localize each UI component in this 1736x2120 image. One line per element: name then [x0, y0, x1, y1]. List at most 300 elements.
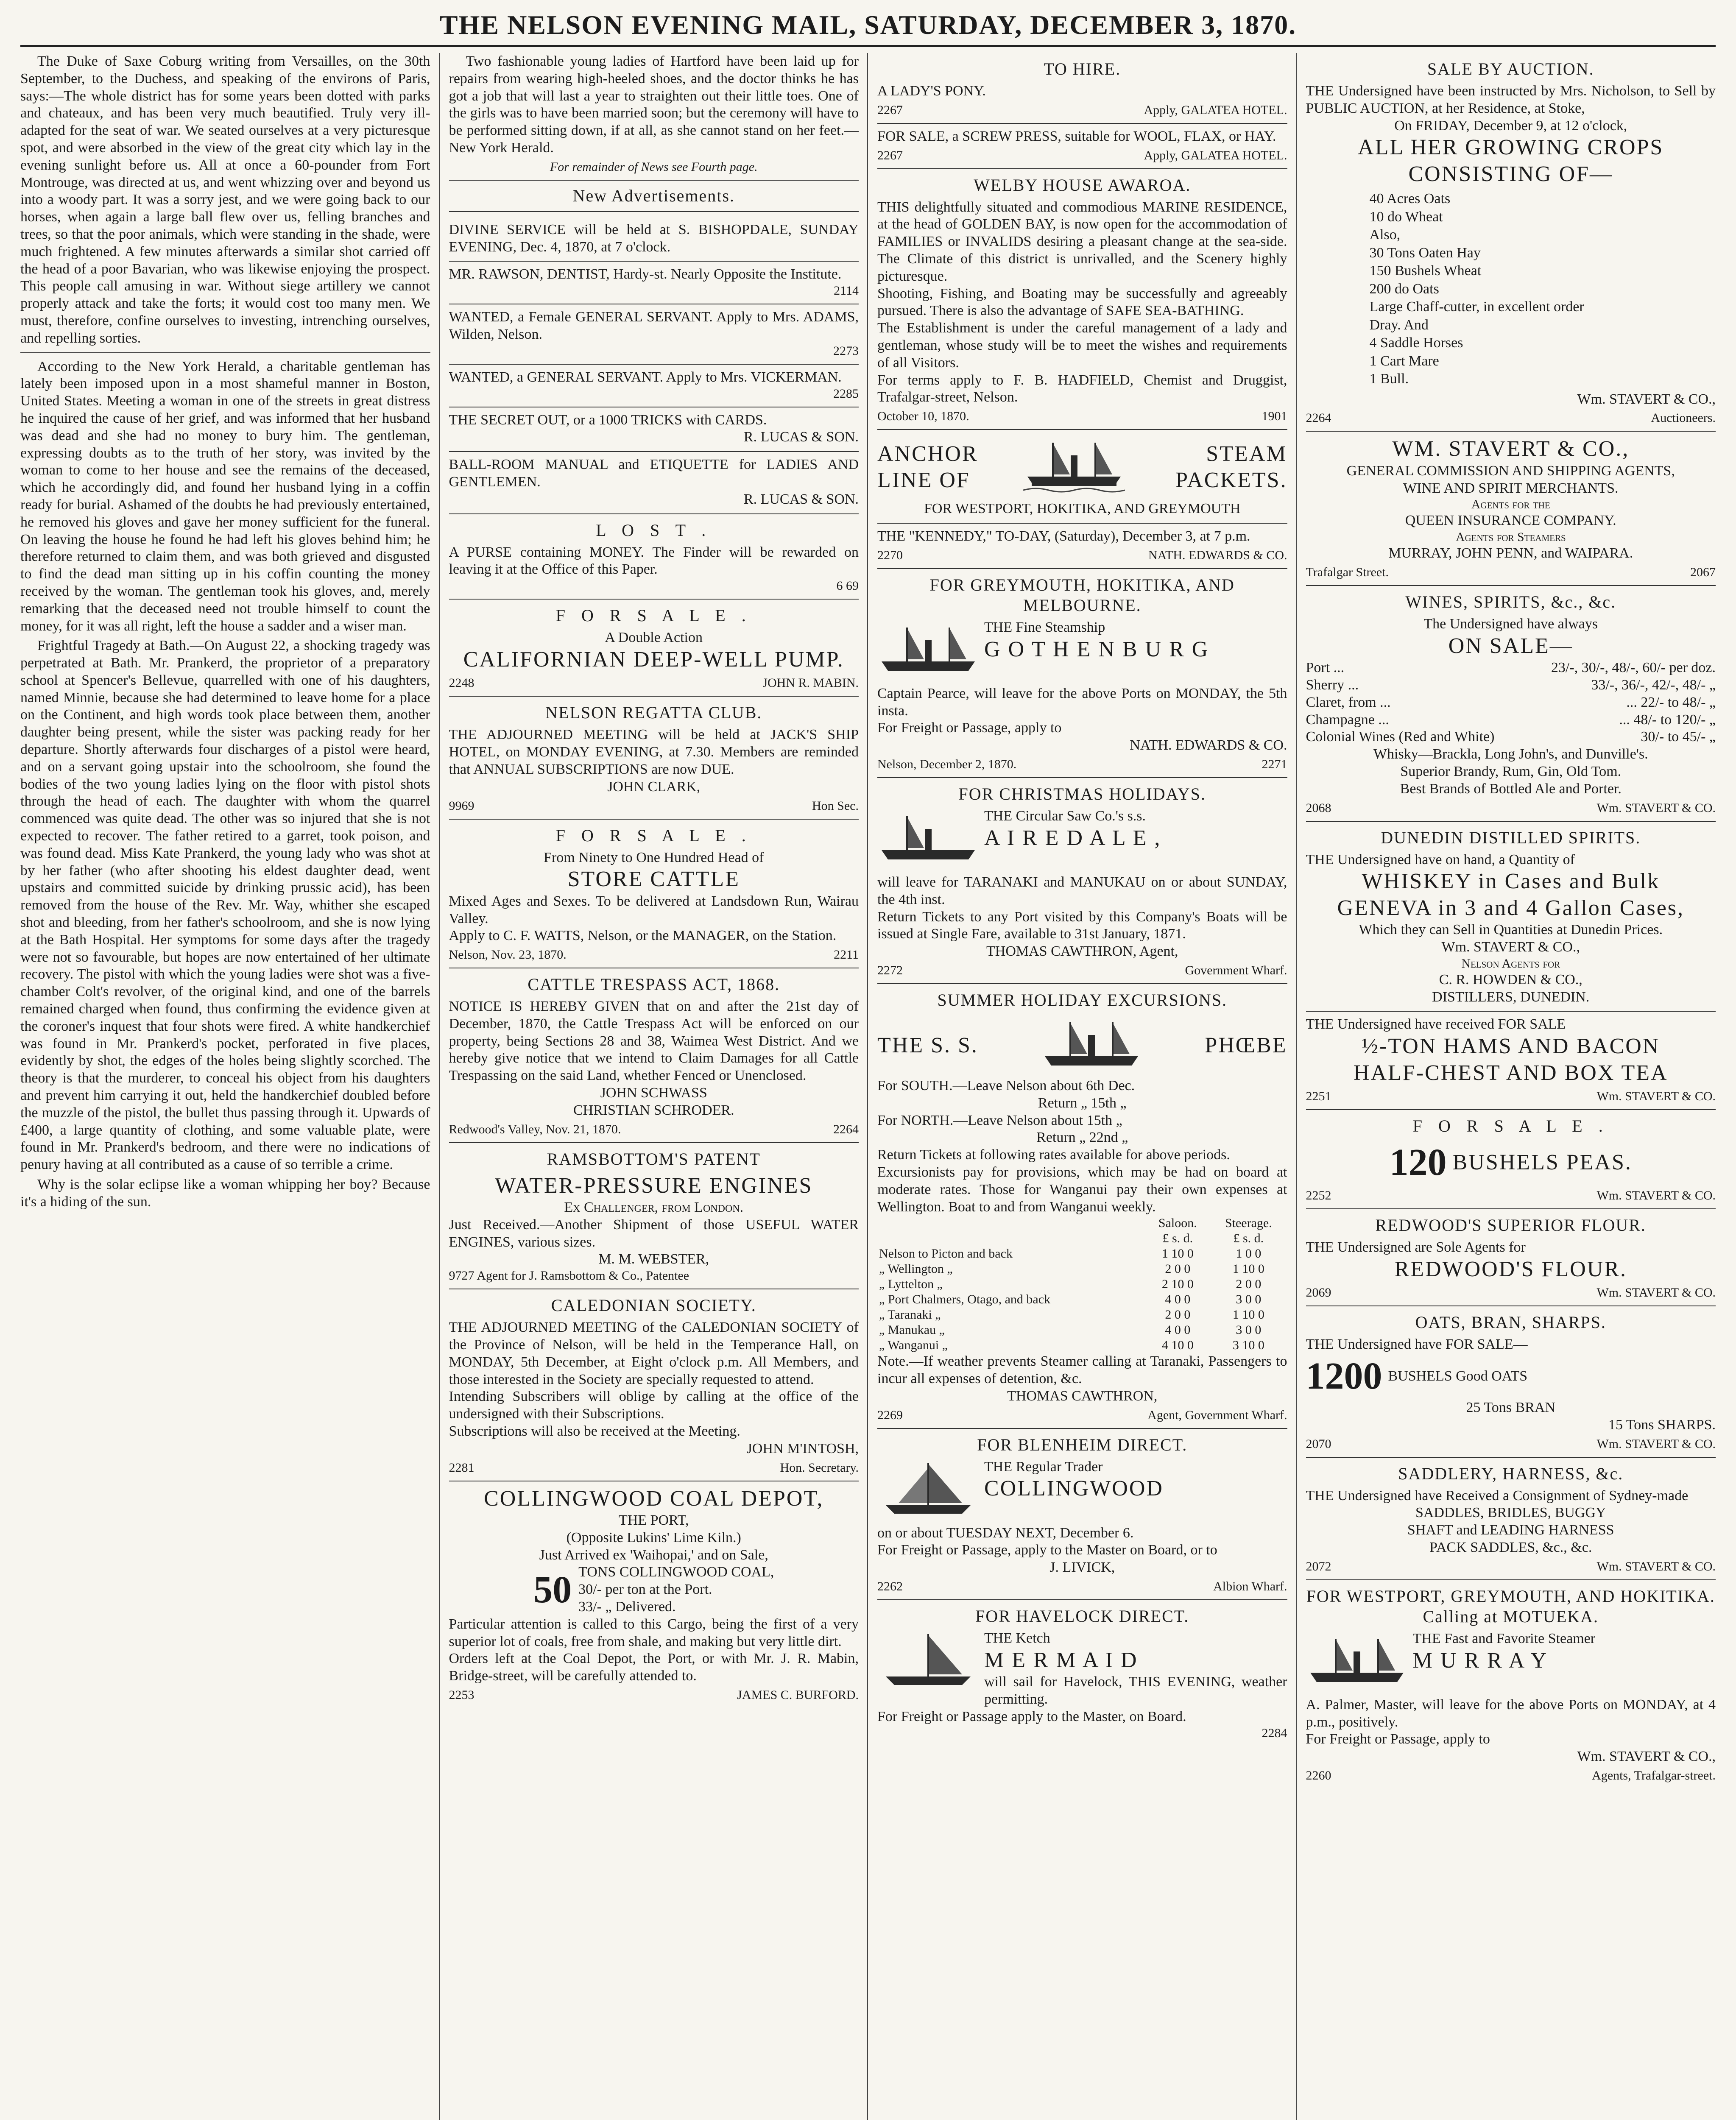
peas-offer	[1306, 1140, 1716, 1186]
ad-welby-house	[877, 169, 1287, 430]
ad-store-cattle	[449, 820, 859, 969]
ad-signature: JOHN CLARK,	[607, 778, 701, 795]
ad-signature: THOMAS CAWTHRON, Agent,	[986, 943, 1178, 960]
fares-body	[877, 1246, 1287, 1353]
column-1	[20, 53, 440, 2120]
ad-text: MURRAY, JOHN PENN, and WAIPARA.	[1388, 545, 1633, 561]
ad-wanted-servant-1	[449, 304, 859, 365]
wine-price: 33/-, 36/-, 42/-, 48/- „	[1591, 677, 1716, 693]
ad-display-line: WHISKEY in Cases and Bulk	[1362, 869, 1660, 894]
ad-text: BALL-ROOM MANUAL and ETIQUETTE for LADIES AND GENTLEMEN.	[449, 457, 859, 490]
ad-text: On FRIDAY, December 9, at 12 o'clock,	[1394, 117, 1627, 134]
ad-footer	[449, 1688, 859, 1703]
ad-for-sale-pump	[449, 600, 859, 697]
ad-number: 2267	[877, 148, 903, 162]
ad-number: 2285	[833, 386, 859, 401]
divider	[20, 352, 430, 353]
ad-heading: FOR CHRISTMAS HOLIDAYS.	[958, 784, 1206, 803]
ad-text: Mixed Ages and Sexes. To be delivered at Landsdown Run, Wairau Valley.	[449, 893, 859, 926]
fare-route: „ Taranaki „	[879, 1308, 941, 1322]
wine-price-list	[1306, 659, 1716, 746]
steamship-icon	[1306, 1630, 1408, 1694]
ad-text: Intending Subscribers will oblige by calling at the office of the undersigned with their Subscriptions.	[449, 1389, 859, 1422]
ad-footer	[877, 757, 1287, 772]
ad-anchor-line	[877, 430, 1287, 524]
auction-item: 1 Bull.	[1369, 371, 1409, 387]
ad-footer	[877, 148, 1287, 163]
ad-text: Shooting, Fishing, and Boating may be successfully and agreeably pursued. There is also the advantage of SAFE SEA-BATHING.	[877, 285, 1287, 319]
ad-signature: J. LIVICK,	[1049, 1559, 1115, 1576]
ad-text: THE Fast and Favorite Steamer	[1412, 1630, 1596, 1646]
ad-heading: SALE BY AUCTION.	[1427, 59, 1594, 78]
ad-display-line: ALL HER GROWING CROPS CONSISTING OF—	[1358, 135, 1664, 186]
ad-signature: JOHN R. MABIN.	[762, 676, 859, 690]
ad-role: Agent, Government Wharf.	[1147, 1408, 1287, 1422]
fares-header	[877, 1216, 1287, 1231]
ad-heading: TO HIRE.	[1044, 59, 1121, 78]
ad-number: 2211	[834, 948, 859, 962]
fare-steerage: 2 0 0	[1236, 1277, 1262, 1292]
fare-row	[877, 1307, 1287, 1322]
ad-text: Captain Pearce, will leave for the above Ports on MONDAY, the 5th insta.	[877, 685, 1287, 719]
ad-text: THE "KENNEDY," TO-DAY, (Saturday), December 3, at 7 p.m.	[877, 528, 1250, 544]
ad-heading: F O R S A L E .	[555, 826, 752, 845]
ad-signature: Wm. STAVERT & CO.	[1596, 1559, 1716, 1573]
ad-wanted-servant-2	[449, 365, 859, 407]
column-3	[877, 53, 1297, 2120]
fares-header-cell	[877, 1216, 1145, 1231]
ad-subheading: A Double Action	[605, 630, 703, 646]
ad-number: 2252	[1306, 1188, 1331, 1202]
sailing-ship-icon	[877, 1459, 979, 1522]
fare-saloon: 4 0 0	[1165, 1292, 1191, 1307]
fare-route: „ Port Chalmers, Otago, and back	[879, 1292, 1051, 1307]
auction-item: 4 Saddle Horses	[1369, 335, 1463, 351]
ad-text: 25 Tons BRAN	[1466, 1399, 1555, 1415]
ad-signature: JOHN M'INTOSH,	[746, 1440, 859, 1456]
fare-row	[877, 1261, 1287, 1277]
fare-steerage: 3 0 0	[1236, 1292, 1262, 1307]
ad-number: 2070	[1306, 1437, 1331, 1451]
wine-item: Sherry ...	[1306, 677, 1359, 693]
ad-number: 1901	[1262, 409, 1287, 424]
ad-address: Trafalgar Street.	[1306, 565, 1389, 580]
ad-heading: RAMSBOTTOM'S PATENT	[547, 1149, 761, 1169]
anchor-left	[877, 441, 978, 494]
ship-name: M U R R A Y	[1412, 1648, 1548, 1673]
ad-text: QUEEN INSURANCE COMPANY.	[1405, 513, 1616, 529]
ad-date: Nelson, December 2, 1870.	[877, 757, 1017, 771]
ad-signature: Wm. STAVERT & CO.	[1596, 801, 1716, 815]
ad-heading: F O R S A L E .	[555, 606, 752, 625]
ad-text: Return Tickets at following rates available for above periods.	[877, 1147, 1230, 1163]
ad-text: DIVINE SERVICE will be held at S. BISHOPDALE, SUNDAY EVENING, Dec. 4, 1870, at 7 o'clock.	[449, 221, 859, 255]
schedule-line: For SOUTH.—Leave Nelson about 6th Dec.	[877, 1077, 1135, 1093]
article-boston-imposture: According to the New York Herald, a charitable gentleman has lately been imposed upon in a most shameful manner in Boston, United States. Meeting a woman in one of the streets in great distress he inquired the cause of her grief, and was informed that her husband was dead and she had no money to bury him. The gentleman, expressing doubts as to the truth of her story, was invited by the woman to come to her house and see the remains of the deceased, which he accordingly did, and found her husband lying in a coffin ready for burial. Ashamed of the doubts he had previously entertained, he removed his gloves and gave her money sufficient for the funeral. On leaving the house he found he had left his gloves behind him; he therefore returned to claim them, and was both grieved and disgusted to find the dead man sitting up in his coffin counting the money received by the woman. The gentleman took his gloves, and, merely remarking that the deceased need not trouble himself to count the money, for it was all right, left the house a sadder and a wiser man.	[20, 358, 430, 634]
ad-footer	[877, 409, 1287, 424]
ad-text: Orders left at the Coal Depot, the Port, or with Mr. J. R. Mabin, Bridge-street, will be carefully attended to.	[449, 1651, 859, 1684]
wine-item: Port ...	[1306, 660, 1345, 676]
fare-row	[877, 1338, 1287, 1353]
fares-header	[877, 1231, 1287, 1246]
ad-subheading: THE PORT,	[619, 1512, 689, 1529]
ad-number: 2069	[1306, 1286, 1331, 1300]
fare-steerage: 1 0 0	[1236, 1247, 1262, 1261]
oats-quantity: 1200	[1306, 1355, 1382, 1397]
ad-text: Agents for the	[1471, 497, 1550, 512]
fare-row	[877, 1246, 1287, 1261]
ad-footer	[1306, 1437, 1716, 1452]
ad-text: For Freight or Passage, apply to	[877, 720, 1062, 736]
coal-line: 30/- per ton at the Port.	[578, 1582, 712, 1598]
ad-number: 2270	[877, 548, 903, 562]
fare-row	[877, 1322, 1287, 1338]
ad-signature: JOHN SCHWASS	[600, 1085, 707, 1101]
fare-saloon: 4 0 0	[1165, 1323, 1191, 1337]
schedule-line: Return „ 22nd „	[1036, 1130, 1128, 1146]
ad-footer	[877, 1579, 1287, 1594]
ad-heading: CATTLE TRESPASS ACT, 1868.	[527, 975, 780, 994]
auction-item: Dray. And	[1369, 317, 1429, 333]
article-bath-tragedy: Frightful Tragedy at Bath.—On August 22, a shocking tragedy was perpetrated at Bath. Mr. Prankerd, the proprietor of a preparatory school at Spencer's Bellevue, quarrelled with one of his daughters, named Minnie, because she had determined to leave home for a place on the Continent, and high words took place between them, another daughter being present, while the sister was packing ready for her departure. Shortly afterwards four discharges of a pistol were heard, and on a servant going upstair into the schoolroom, she found the bodies of the two young ladies lying on the floor with pistol shots through the head of each. The daughter with whom the quarrel commenced was quite dead. The other was so injured that she is not expected to recover. The father retired to a garret, took poison, and was found dead. Miss Kate Prankerd, the young lady who was shot at by her father (who after shooting his eldest daughter dead, went upstairs and committed suicide by drinking prussic acid), has been removed from the house of the Rev. Mr. Way, whither she escaped shot and bleeding, from her father's schoolroom, and she is now lying at the Bath Hospital. Her symptoms for some days after the tragedy were not so favourable, but hopes are now entertained of her ultimate recovery. The pistol with which the young ladies were shot was a five-chamber Colt's revolver, of the original kind, and one of the barrels remained charged when found, thus confirming the evidence given at the coroner's inquest that four shots were fired. A white handkerchief was found in Mr. Prankerd's pocket, perforated in five places, evidently by shot, the edges of the holes being slightly scorched. The theory is that the murderer, to conceal his object from his daughters and prevent him carrying it out, held the handkerchief doubled before the muzzle of the pistol, the bullet thus passing through it. Upwards of £400, a large quantity of clothing, and some valuable plate, were found in Mr. Prankerd's bedroom, and there were no indications of penury having at all contributed as a cause of so terrible a crime.	[20, 638, 430, 1173]
ad-text: Subscriptions will also be received at the Meeting.	[449, 1423, 740, 1439]
fare-steerage: 3 10 0	[1232, 1338, 1264, 1353]
ad-signature: JAMES C. BURFORD.	[737, 1688, 859, 1702]
ad-display-line: REDWOOD'S FLOUR.	[1394, 1257, 1627, 1281]
ad-subheading: (Opposite Lukins' Lime Kiln.)	[566, 1529, 741, 1545]
masthead: THE NELSON EVENING MAIL, SATURDAY, DECEMBER 3, 1870.	[20, 9, 1716, 47]
ad-number: 2248	[449, 676, 474, 690]
auction-item: 1 Cart Mare	[1369, 353, 1439, 369]
ad-signature: R. LUCAS & SON.	[743, 429, 859, 445]
ad-footer	[449, 1460, 859, 1476]
ad-caledonian-society	[449, 1289, 859, 1481]
ad-cattle-trespass	[449, 968, 859, 1143]
fare-row	[877, 1277, 1287, 1292]
ad-text: 15 Tons SHARPS.	[1608, 1417, 1716, 1433]
ad-oats-bran	[1306, 1306, 1716, 1457]
ad-signature: CHRISTIAN SCHRODER.	[573, 1102, 734, 1118]
ad-footer	[449, 1122, 859, 1137]
anchor-left-2: LINE OF	[877, 468, 970, 493]
ad-text: NOTICE IS HEREBY GIVEN that on and after the 21st day of December, 1870, the Cattle Trespass Act will be enforced on our property, being Sections 28 and 38, Waimea West District. And we hereby give notice that we intend to Claim Damages for all Cattle Trespassing on the said Land, whether Fenced or Unenclosed.	[449, 999, 859, 1084]
ad-number: 2262	[877, 1579, 903, 1594]
ad-text: Which they can Sell in Quantities at Dunedin Prices.	[1359, 922, 1663, 938]
ad-signature: NATH. EDWARDS & CO.	[1130, 737, 1287, 753]
ad-text: Note.—If weather prevents Steamer calling at Taranaki, Passengers to incur all expenses of detention, &c.	[877, 1353, 1287, 1387]
ad-role: Hon Sec.	[812, 798, 859, 813]
divider	[449, 211, 859, 212]
ad-text: Return Tickets to any Port visited by this Company's Boats will be issued at Single Fare, available to 31st January, 1871.	[877, 909, 1287, 942]
ad-text: THE Undersigned have FOR SALE—	[1306, 1336, 1528, 1353]
coal-line: TONS COLLINGWOOD COAL,	[578, 1564, 774, 1580]
ad-text: Whisky—Brackla, Long John's, and Dunville's.	[1373, 746, 1648, 762]
ad-heading: FOR HAVELOCK DIRECT.	[975, 1607, 1189, 1626]
ad-number: 2271	[1262, 757, 1287, 771]
ad-text: PACK SADDLES, &c., &c.	[1429, 1539, 1592, 1555]
fare-saloon: 2 0 0	[1165, 1262, 1191, 1276]
ad-number: 9727 Agent for J. Ramsbottom & Co., Patentee	[449, 1269, 689, 1283]
ad-signature: Wm. STAVERT & CO.,	[1441, 939, 1580, 955]
auction-item: 150 Bushels Wheat	[1369, 263, 1482, 279]
ad-number: 2253	[449, 1688, 474, 1702]
ad-text: THE Undersigned have on hand, a Quantity of	[1306, 851, 1575, 868]
ad-divine-service	[449, 217, 859, 262]
ad-display-line: ½-TON HAMS AND BACON	[1362, 1034, 1660, 1059]
ad-footer	[1306, 1089, 1716, 1104]
ad-number: 2269	[877, 1408, 903, 1422]
wine-price: 30/- to 45/- „	[1641, 729, 1716, 745]
ad-number: 2273	[833, 343, 859, 358]
ad-text: MR. RAWSON, DENTIST, Hardy-st. Nearly Opposite the Institute.	[449, 266, 842, 282]
ad-text: on or about TUESDAY NEXT, December 6.	[877, 1525, 1134, 1541]
ad-signature: Wm. STAVERT & CO.	[1596, 1188, 1716, 1202]
ad-number: 2251	[1306, 1089, 1331, 1103]
ad-date: Nelson, Nov. 23, 1870.	[449, 948, 567, 962]
ad-text: THE Circular Saw Co.'s s.s.	[984, 808, 1146, 824]
phoebe-banner	[877, 1014, 1287, 1077]
coal-quantity: 50	[533, 1568, 572, 1611]
ad-signature: M. M. WEBSTER,	[598, 1251, 709, 1267]
ad-heading: OATS, BRAN, SHARPS.	[1415, 1313, 1606, 1332]
ad-text: Best Brands of Bottled Ale and Porter.	[1400, 781, 1622, 797]
ad-to-hire	[877, 53, 1287, 124]
fares-header-cell: £ s. d.	[1233, 1231, 1264, 1246]
ad-text: GENERAL COMMISSION AND SHIPPING AGENTS,	[1346, 463, 1675, 479]
ad-subheading: FOR WESTPORT, HOKITIKA, AND GREYMOUTH	[924, 501, 1241, 517]
ad-signature: Wm. STAVERT & CO.	[1596, 1437, 1716, 1451]
ad-number: 6 69	[836, 579, 859, 593]
column-4	[1306, 53, 1716, 2120]
phoebe-left: THE S. S.	[877, 1033, 978, 1057]
wine-price-row	[1306, 728, 1716, 746]
ad-display-line: STORE CATTLE	[567, 867, 740, 892]
ad-footer	[449, 675, 859, 691]
ad-signature: Wm. STAVERT & CO.,	[1577, 391, 1716, 407]
auction-items-list	[1306, 190, 1716, 388]
anchor-line-banner	[877, 434, 1287, 500]
fare-saloon: 1 10 0	[1161, 1247, 1194, 1261]
ad-display-line: CALIFORNIAN DEEP-WELL PUMP.	[463, 647, 844, 672]
ad-text: THE Undersigned have Received a Consignment of Sydney-made	[1306, 1487, 1689, 1504]
ad-text: For Freight or Passage, apply to the Master on Board, or to	[877, 1542, 1217, 1558]
ad-heading: SADDLERY, HARNESS, &c.	[1398, 1464, 1624, 1483]
ad-ramsbottom-engines	[449, 1143, 859, 1290]
ad-heading: CALEDONIAN SOCIETY.	[551, 1296, 756, 1315]
ad-text: A LADY'S PONY.	[877, 83, 986, 99]
ad-text: Just Arrived ex 'Waihopai,' and on Sale,	[539, 1547, 768, 1563]
ad-sale-by-auction	[1306, 53, 1716, 432]
ad-secret-out	[449, 407, 859, 452]
auction-item: 10 do Wheat	[1369, 209, 1443, 225]
ad-text: WANTED, a GENERAL SERVANT. Apply to Mrs. VICKERMAN.	[449, 369, 842, 385]
schedule-line: Return „ 15th „	[1038, 1095, 1127, 1111]
ad-signature: Wm. STAVERT & CO.	[1596, 1089, 1716, 1103]
ad-hams-bacon	[1306, 1012, 1716, 1110]
ad-heading: WINES, SPIRITS, &c., &c.	[1405, 592, 1616, 612]
ad-date: October 10, 1870.	[877, 409, 969, 424]
steamship-icon	[1023, 434, 1125, 498]
fare-saloon: 2 0 0	[1165, 1308, 1191, 1322]
ad-text: THE Fine Steamship	[984, 619, 1105, 635]
ad-heading: FOR GREYMOUTH, HOKITIKA, AND MELBOURNE.	[929, 575, 1235, 615]
wine-price-row	[1306, 659, 1716, 677]
ad-number: 2264	[1306, 411, 1331, 425]
auction-item: 40 Acres Oats	[1369, 191, 1451, 207]
ad-footer	[1306, 1285, 1716, 1300]
ad-number: 9969	[449, 798, 474, 813]
ad-saddlery	[1306, 1458, 1716, 1580]
ad-footer	[449, 947, 859, 962]
steamship-icon	[877, 619, 979, 683]
sailing-ship-icon	[877, 1630, 979, 1693]
fare-route: Nelson to Picton and back	[879, 1247, 1013, 1261]
oats-offer	[1306, 1353, 1716, 1399]
ad-heading: WELBY HOUSE AWAROA.	[974, 175, 1191, 195]
ad-footer	[449, 798, 859, 814]
ad-number: 2272	[877, 963, 903, 977]
ad-text: A PURSE containing MONEY. The Finder will be rewarded on leaving it at the Office of this Paper.	[449, 544, 859, 577]
divider	[449, 180, 859, 181]
wine-item: Colonial Wines (Red and White)	[1306, 729, 1495, 745]
ad-collingwood-coal	[449, 1481, 859, 1708]
ad-role: Albion Wharf.	[1213, 1579, 1287, 1594]
ad-footer	[1306, 565, 1716, 580]
new-advertisements-heading: New Advertisements.	[572, 186, 735, 205]
ad-role: Hon. Secretary.	[780, 1460, 859, 1475]
ad-text: The Undersigned have always	[1423, 616, 1598, 632]
ad-ballroom-manual	[449, 452, 859, 514]
article-saxe-coburg: The Duke of Saxe Coburg writing from Versailles, on the 30th September, to the Duchess, and speaking of the environs of Paris, says:—The whole district has for some years been dotted with parks and chateaux, and has been very much beautified. Truly very ill-adapted for the seat of war. We seated ourselves at a very picturesque spot, and were absorbed in the view of the great city which lay in the evening sunlight before us. All at once a 60-pounder from Fort Montrouge, was directed at us, and went whizzing over and beyond us into a woody part. It was a sorry jest, and we were going back to our horses, when again a large ball flew over us, felling branches and trees, so that the poor animals, which were standing in the shade, were much frightened. A few minutes afterwards a similar shot carried off the head of a poor Bavarian, who was likewise enjoying the prospect. This people call amusing in war. Without siege artillery we cannot properly attack and take the forts; it would cost too many men. We must, therefore, confine ourselves to investing, intrenching ourselves, and repelling sorties.	[20, 53, 430, 346]
ad-phoebe-excursions	[877, 984, 1287, 1429]
ad-subheading: From Ninety to One Hundred Head of	[544, 849, 764, 865]
ad-text: Particular attention is called to this Cargo, being the first of a very superior lot of coals, free from shale, and making but very little dirt.	[449, 1616, 859, 1649]
wine-price: ... 22/- to 48/- „	[1626, 694, 1716, 710]
ship-name: M E R M A I D	[984, 1648, 1138, 1672]
ad-text: FOR SALE, a SCREW PRESS, suitable for WOOL, FLAX, or HAY.	[877, 128, 1276, 144]
ad-footer	[877, 963, 1287, 978]
ad-heading: F O R S A L E .	[1412, 1116, 1609, 1135]
ad-text: WINE AND SPIRIT MERCHANTS.	[1403, 480, 1619, 496]
coal-line: 33/- „ Delivered.	[578, 1599, 676, 1615]
ad-footer	[1306, 1188, 1716, 1203]
ad-text: SHAFT and LEADING HARNESS	[1407, 1522, 1614, 1538]
ad-heading: L O S T .	[596, 520, 712, 540]
wine-price-row	[1306, 694, 1716, 711]
ad-display-line: HALF-CHEST AND BOX TEA	[1353, 1060, 1668, 1085]
fare-route: „ Wanganui „	[879, 1338, 948, 1353]
anchor-right-1: STEAM	[1206, 441, 1287, 466]
ship-name: COLLINGWOOD	[984, 1476, 1164, 1501]
ad-footer	[877, 548, 1287, 563]
ad-signature: NATH. EDWARDS & CO.	[1148, 548, 1287, 562]
ad-number: 2267	[877, 103, 903, 117]
ad-text: will leave for TARANAKI and MANUKAU on or about SUNDAY, the 4th inst.	[877, 874, 1287, 907]
fare-steerage: 1 10 0	[1232, 1262, 1264, 1276]
wine-price-row	[1306, 711, 1716, 729]
ad-number: 2281	[449, 1460, 474, 1475]
ad-airedale	[877, 778, 1287, 984]
ad-heading: DUNEDIN DISTILLED SPIRITS.	[1381, 828, 1641, 847]
ad-text: WANTED, a Female GENERAL SERVANT. Apply to Mrs. ADAMS, Wilden, Nelson.	[449, 309, 859, 342]
auction-item: Also,	[1369, 227, 1401, 243]
ad-lost-purse	[449, 514, 859, 600]
ad-signature: THOMAS CAWTHRON,	[1007, 1388, 1158, 1404]
ad-kennedy	[877, 524, 1287, 569]
ad-gothenburg	[877, 569, 1287, 778]
ad-text: Just Received.—Another Shipment of those USEFUL WATER ENGINES, various sizes.	[449, 1216, 859, 1250]
fare-steerage: 3 0 0	[1236, 1323, 1262, 1337]
ad-heading: FOR BLENHEIM DIRECT.	[977, 1435, 1188, 1454]
coal-lines	[578, 1564, 774, 1615]
ad-text: C. R. HOWDEN & CO.,	[1439, 971, 1582, 987]
fare-row	[877, 1292, 1287, 1307]
ad-text: A. Palmer, Master, will leave for the above Ports on MONDAY, at 4 p.m., positively.	[1306, 1696, 1716, 1730]
auction-item: Large Chaff-cutter, in excellent order	[1369, 299, 1584, 315]
fares-header-cell: Steerage.	[1225, 1216, 1272, 1230]
coal-offer	[449, 1564, 859, 1615]
schedule-line: For NORTH.—Leave Nelson about 15th „	[877, 1112, 1122, 1128]
ad-number: 2068	[1306, 801, 1331, 815]
anchor-right	[1175, 441, 1287, 494]
fare-steerage: 1 10 0	[1232, 1308, 1264, 1322]
anchor-left-1: ANCHOR	[877, 441, 978, 466]
ad-number: 2284	[1262, 1726, 1287, 1740]
ad-role: Auctioneers.	[1651, 411, 1716, 425]
ad-signature: R. LUCAS & SON.	[743, 491, 859, 507]
ad-heading: FOR WESTPORT, GREYMOUTH, AND HOKITIKA. Calling at MOTUEKA.	[1306, 1586, 1715, 1626]
ad-date: Redwood's Valley, Nov. 21, 1870.	[449, 1122, 621, 1136]
ad-text: Nelson Agents for	[1461, 956, 1560, 971]
ad-stavert-agents	[1306, 432, 1716, 586]
auction-item: 30 Tons Oaten Hay	[1369, 245, 1481, 261]
ad-text: Apply to C. F. WATTS, Nelson, or the MANAGER, on the Station.	[449, 928, 837, 944]
wine-price: ... 48/- to 120/- „	[1619, 711, 1716, 728]
news-note: For remainder of News see Fourth page.	[550, 159, 758, 174]
ad-text: SADDLES, BRIDLES, BUGGY	[1415, 1505, 1606, 1521]
ad-display-line: ON SALE—	[1448, 633, 1573, 658]
ad-text: THE Undersigned have received FOR SALE	[1306, 1016, 1566, 1032]
ad-footer	[1306, 1559, 1716, 1574]
ad-text: THE Ketch	[984, 1630, 1050, 1646]
steamship-icon	[1041, 1014, 1142, 1077]
ad-signature: Apply, GALATEA HOTEL.	[1144, 148, 1287, 162]
fares-header-cell: £ s. d.	[1162, 1231, 1193, 1246]
ad-footer	[877, 1408, 1287, 1423]
fares-table	[877, 1216, 1287, 1353]
auction-item: 200 do Oats	[1369, 281, 1439, 297]
ad-text: Agents for Steamers	[1455, 530, 1566, 544]
ad-number: 2072	[1306, 1559, 1331, 1573]
ad-signature: Wm. STAVERT & CO.	[1596, 1286, 1716, 1300]
wine-price-row	[1306, 677, 1716, 694]
article-riddle: Why is the solar eclipse like a woman whipping her boy? Because it's a hiding of the sun.	[20, 1177, 430, 1210]
column-2	[449, 53, 868, 2120]
phoebe-right: PHŒBE	[1205, 1033, 1287, 1057]
ad-role: Government Wharf.	[1185, 963, 1287, 977]
ad-blenheim	[877, 1429, 1287, 1600]
ad-dentist	[449, 262, 859, 304]
ad-number: 2264	[833, 1122, 859, 1136]
ad-text: For Freight or Passage, apply to	[1306, 1731, 1490, 1747]
peas-quantity: 120	[1389, 1141, 1447, 1183]
ad-signature: Wm. STAVERT & CO.,	[1577, 1749, 1716, 1765]
oats-label: BUSHELS Good OATS	[1388, 1368, 1528, 1384]
fares-header-cell	[877, 1231, 1145, 1246]
wine-item: Claret, from ...	[1306, 694, 1391, 710]
ad-text: THE Undersigned have been instructed by Mrs. Nicholson, to Sell by PUBLIC AUCTION, at her Residence, at Stoke,	[1306, 83, 1716, 116]
ad-havelock	[877, 1600, 1287, 1746]
